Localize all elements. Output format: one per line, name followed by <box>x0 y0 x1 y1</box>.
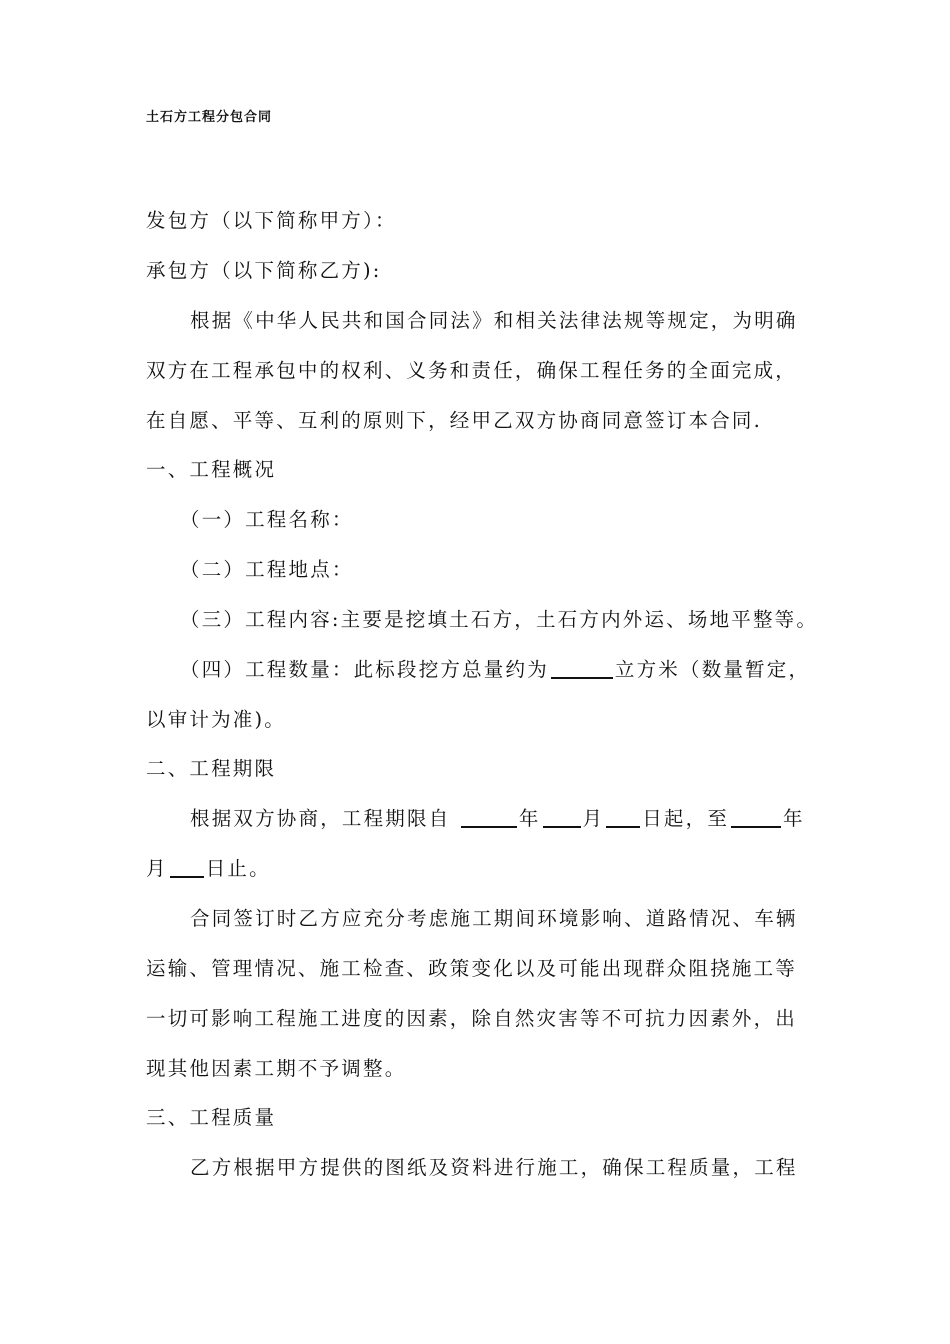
start-day-blank[interactable] <box>606 806 640 828</box>
end-year-blank[interactable] <box>731 806 781 828</box>
preamble-line-2: 双方在工程承包中的权利、义务和责任，确保工程任务的全面完成， <box>146 359 798 382</box>
party-a-line: 发包方（以下简称甲方）： <box>146 209 397 232</box>
schedule-para-line-4: 现其他因素工期不予调整。 <box>146 1057 407 1080</box>
start-year-blank[interactable] <box>461 806 517 828</box>
from-label: 日起，至 <box>642 807 730 830</box>
start-month-blank[interactable] <box>543 806 581 828</box>
end-day-blank[interactable] <box>170 856 204 878</box>
quantity-blank[interactable] <box>551 657 613 679</box>
schedule-para-line-1: 合同签订时乙方应充分考虑施工期间环境影响、道路情况、车辆 <box>190 907 798 930</box>
section-2-heading: 二、工程期限 <box>146 757 277 780</box>
quantity-unit-note: 立方米（数量暂定， <box>614 658 811 681</box>
end-month-label: 月 <box>146 857 168 880</box>
quantity-note-continued: 以审计为准)。 <box>146 708 287 731</box>
document-title: 土石方工程分包合同 <box>146 110 273 125</box>
item-project-quantity <box>180 657 810 683</box>
quality-para-line-1: 乙方根据甲方提供的图纸及资料进行施工，确保工程质量，工程 <box>190 1156 798 1179</box>
quantity-label: （四）工程数量：此标段挖方总量约为 <box>180 658 549 681</box>
to-label: 日止。 <box>205 857 271 880</box>
preamble-line-3: 在自愿、平等、互利的原则下，经甲乙双方协商同意签订本合同. <box>146 409 762 432</box>
schedule-para-line-2: 运输、管理情况、施工检查、政策变化以及可能出现群众阻挠施工等 <box>146 957 798 980</box>
preamble-line-1: 根据《中华人民共和国合同法》和相关法律法规等规定，为明确 <box>190 309 798 332</box>
item-project-content: （三）工程内容:主要是挖填土石方，土石方内外运、场地平整等。 <box>180 608 819 631</box>
period-line <box>190 806 805 832</box>
party-b-line: 承包方（以下简称乙方): <box>146 259 382 282</box>
month-label: 月 <box>582 807 605 830</box>
period-prefix: 根据双方协商，工程期限自 <box>190 807 459 830</box>
section-3-heading: 三、工程质量 <box>146 1106 277 1129</box>
period-line-continued <box>146 856 271 882</box>
year-label: 年 <box>518 807 541 830</box>
schedule-para-line-3: 一切可影响工程施工进度的因素，除自然灾害等不可抗力因素外，出 <box>146 1007 798 1030</box>
end-year-label: 年 <box>783 807 805 830</box>
section-1-heading: 一、工程概况 <box>146 458 277 481</box>
item-project-name: （一）工程名称： <box>180 508 354 531</box>
item-project-location: （二）工程地点： <box>180 558 354 581</box>
